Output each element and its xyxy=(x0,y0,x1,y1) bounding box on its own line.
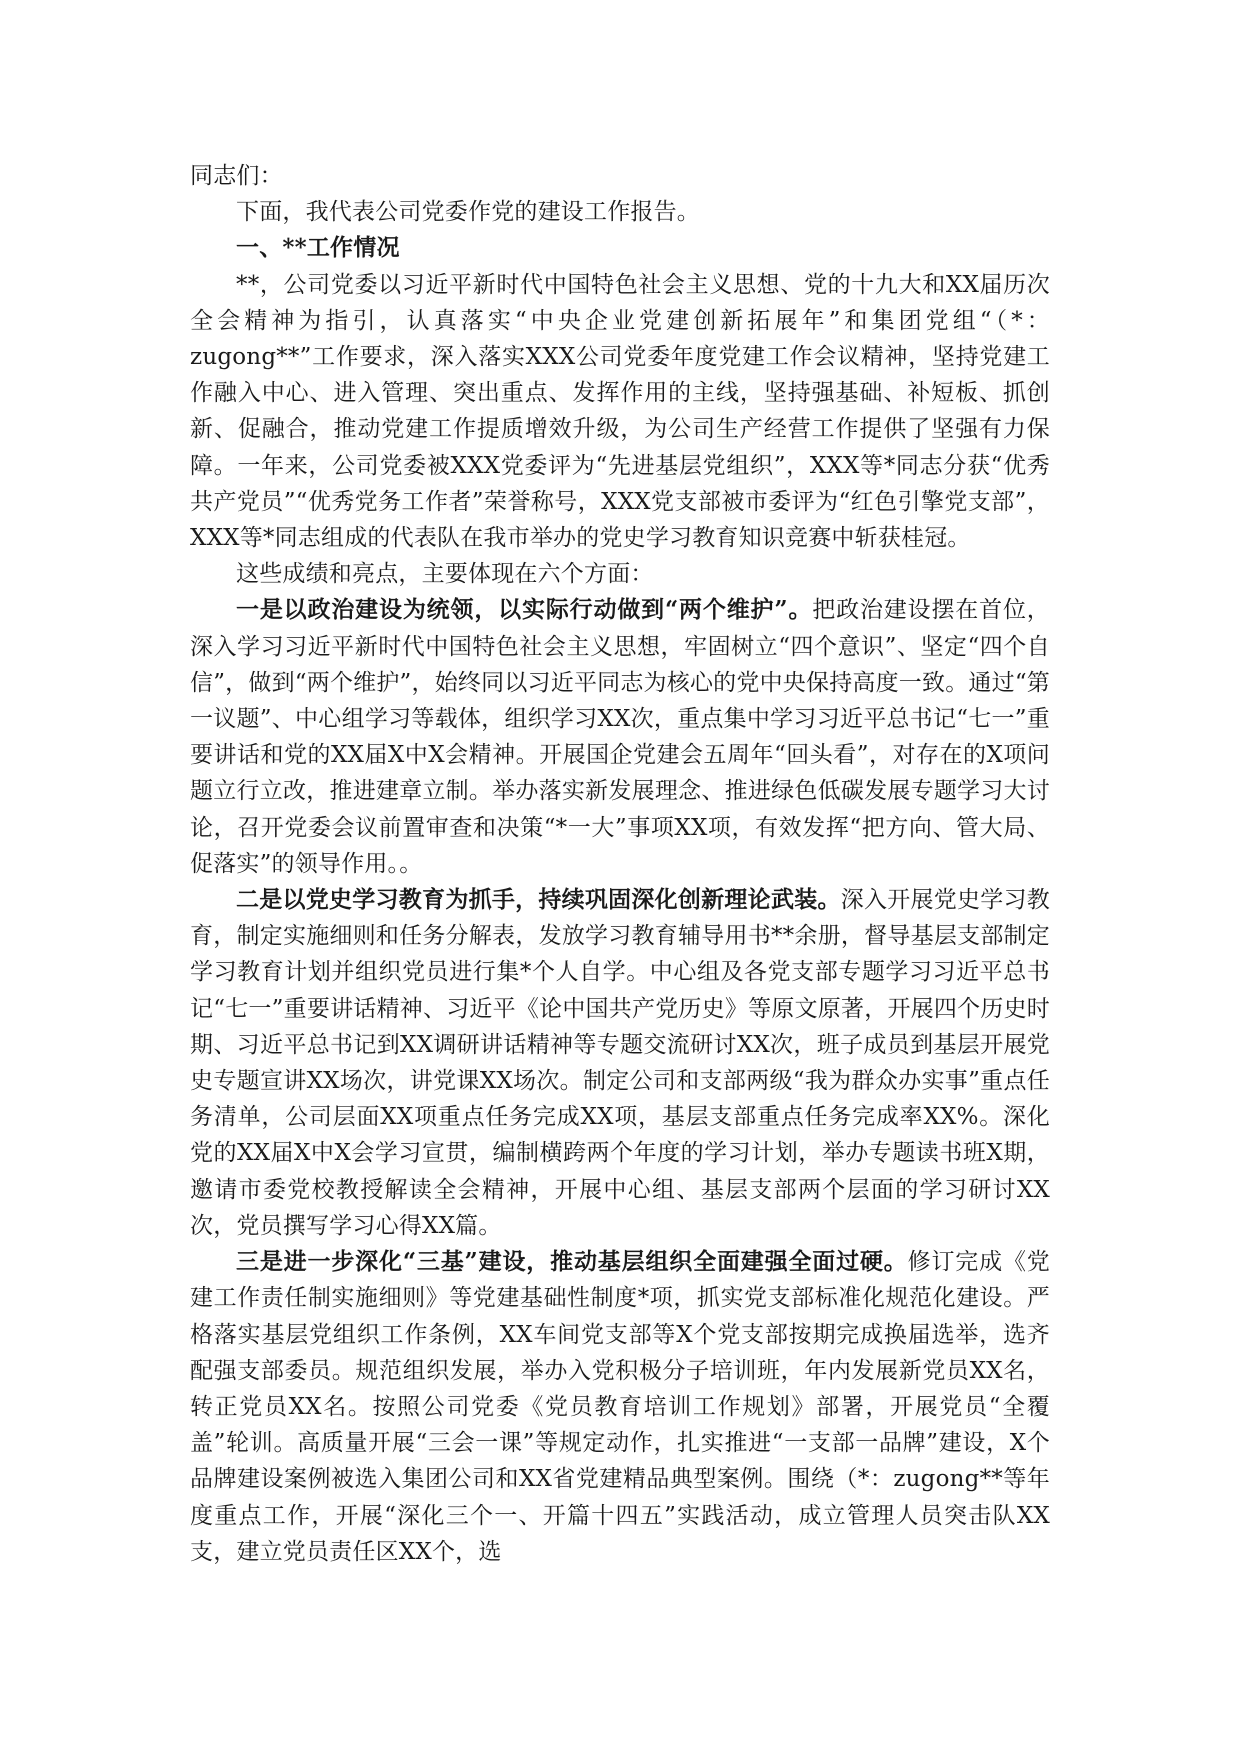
item-1-lead: 一是以政治建设为统领，以实际行动做到“两个维护”。 xyxy=(236,596,813,624)
paragraph-overview: **，公司党委以习近平新时代中国特色社会主义思想、党的十九大和XX届历次全会精神为指引，认真落实“中央企业党建创新拓展年”和集团党组“（*：zugong**”工作要求，深入落实XXX公司党委年度党建工作会议精神，坚持党建工作融入中心、进入管理、突出重点、发挥作用的主线，坚持强基础、补短板、抓创新、促融合，推动党建工作提质增效升级，为公司生产经营工作提供了坚强有力保障。一年来，公司党委被XXX党委评为“先进基层党组织”，XXX等*同志分获“优秀共产党员”“优秀党务工作者”荣誉称号，XXX党支部被市委评为“红色引擎党支部”，XXX等*同志组成的代表队在我市举办的党史学习教育知识竞赛中斩获桂冠。 xyxy=(190,271,1050,552)
item-3-lead: 三是进一步深化“三基”建设，推动基层组织全面建强全面过硬。 xyxy=(236,1248,908,1276)
paragraph-item-3 xyxy=(190,1244,1050,1570)
item-2-body: 深入开展党史学习教育，制定实施细则和任务分解表，发放学习教育辅导用书**余册，督导基层支部制定学习教育计划并组织党员进行集*个人自学。中心组及各党支部专题学习习近平总书记“七一”重要讲话精神、习近平《论中国共产党历史》等原文原著，开展四个历史时期、习近平总书记到XX调研讲话精神等专题交流研讨XX次，班子成员到基层开展党史专题宣讲XX场次，讲党课XX场次。制定公司和支部两级“我为群众办实事”重点任务清单，公司层面XX项重点任务完成XX项，基层支部重点任务完成率XX%。深化党的XX届X中X会学习宣贯，编制横跨两个年度的学习计划，举办专题读书班X期，邀请市委党校教授解读全会精神，开展中心组、基层支部两个层面的学习研讨XX次，党员撰写学习心得XX篇。 xyxy=(190,887,1050,1239)
item-3-body: 修订完成《党建工作责任制实施细则》等党建基础性制度*项，抓实党支部标准化规范化建设。严格落实基层党组织工作条例，XX车间党支部等X个党支部按期完成换届选举，选齐配强支部委员。规范组织发展，举办入党积极分子培训班，年内发展新党员XX名，转正党员XX名。按照公司党委《党员教育培训工作规划》部署，开展党员“全覆盖”轮训。高质量开展“三会一课”等规定动作，扎实推进“一支部一品牌”建设，X个品牌建设案例被选入集团公司和XX省党建精品典型案例。围绕（*：zugong**等年度重点工作，开展“深化三个一、开篇十四五”实践活动，成立管理人员突击队XX支，建立党员责任区XX个，选 xyxy=(190,1249,1050,1565)
paragraph-item-2 xyxy=(190,882,1050,1244)
document-page xyxy=(190,158,1050,1570)
section-heading: 一、**工作情况 xyxy=(236,234,400,262)
salutation: 同志们： xyxy=(190,163,283,189)
item-2-lead: 二是以党史学习教育为抓手，持续巩固深化创新理论武装。 xyxy=(236,886,841,914)
paragraph-summary: 这些成绩和亮点，主要体现在六个方面： xyxy=(236,561,654,588)
intro-paragraph: 下面，我代表公司党委作党的建设工作报告。 xyxy=(236,199,700,226)
paragraph-item-1 xyxy=(190,592,1050,882)
item-1-body: 把政治建设摆在首位，深入学习习近平新时代中国特色社会主义思想，牢固树立“四个意识”、坚定“四个自信”，做到“两个维护”，始终同以习近平同志为核心的党中央保持高度一致。通过“第一议题”、中心组学习等载体，组织学习XX次，重点集中学习习近平总书记“七一”重要讲话和党的XX届X中X会精神。开展国企党建会五周年“回头看”，对存在的X项问题立行立改，推进建章立制。举办落实新发展理念、推进绿色低碳发展专题学习大讨论，召开党委会议前置审查和决策“*一大”事项XX项，有效发挥“把方向、管大局、促落实”的领导作用。。 xyxy=(190,597,1050,877)
